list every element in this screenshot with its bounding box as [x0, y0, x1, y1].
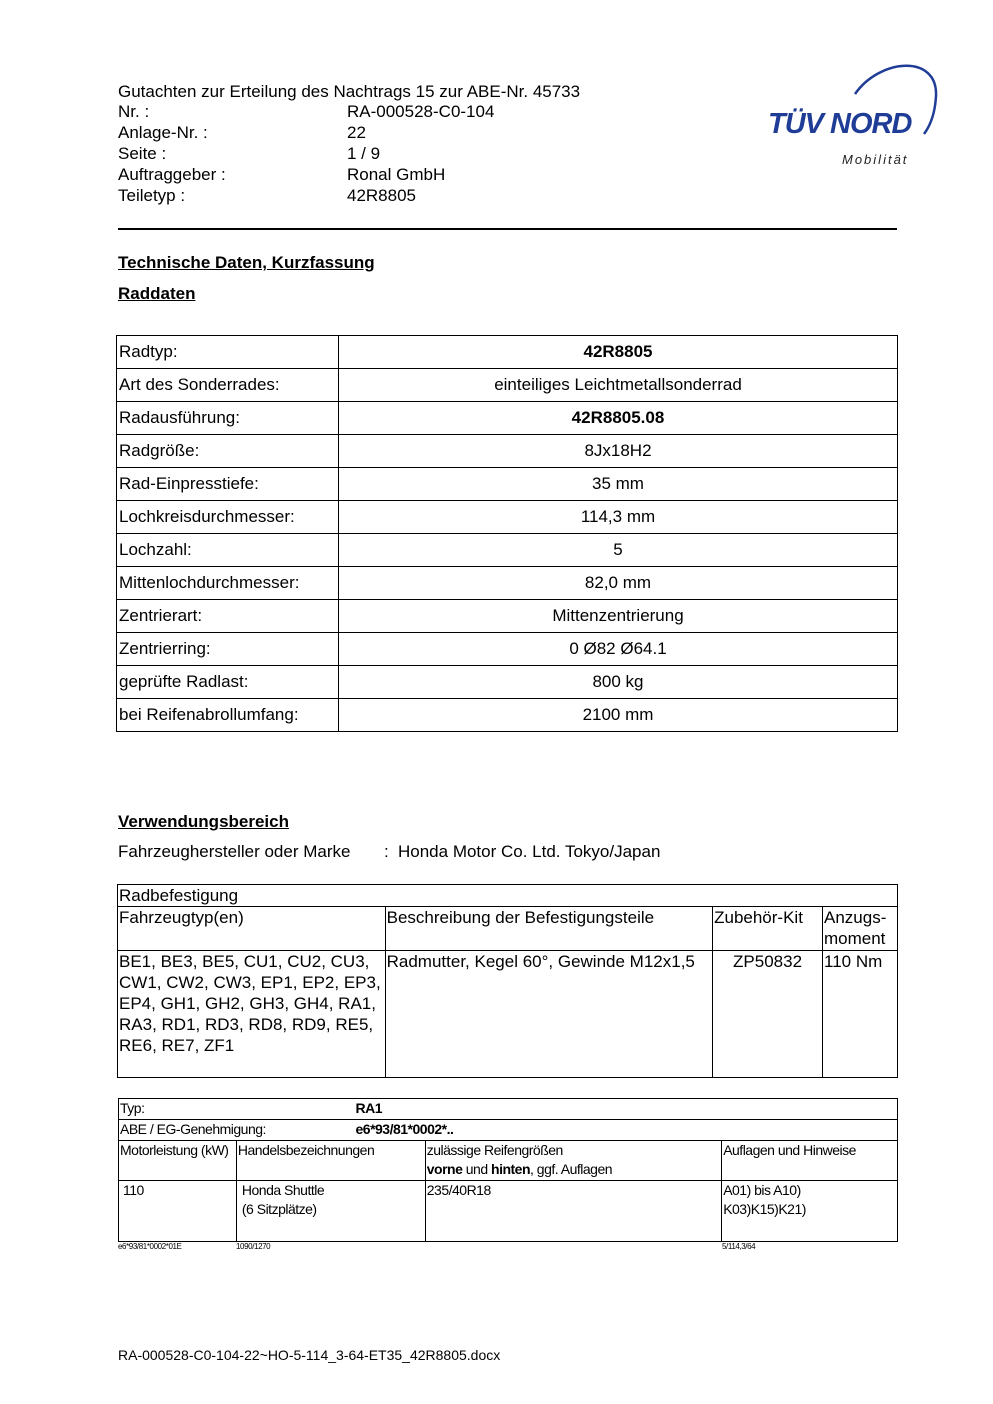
header-row-key: Anlage-Nr. : [118, 123, 208, 142]
col-header-zubehoer-kit: Zubehör-Kit [713, 907, 823, 951]
raddaten-row [117, 666, 898, 699]
col-header-fahrzeugtyp: Fahrzeugtyp(en) [118, 907, 386, 951]
raddaten-row [117, 402, 898, 435]
header-row-key: Seite : [118, 144, 167, 163]
header-row-value: Ronal GmbH [347, 165, 446, 184]
header-row-key: Nr. : [118, 102, 150, 121]
cell-motorleistung: 110 [119, 1181, 237, 1242]
raddaten-value: 0 Ø82 Ø64.1 [339, 633, 898, 666]
section-title-verwendungsbereich: Verwendungsbereich [118, 812, 289, 831]
cell-zubehoer-kit: ZP50832 [713, 951, 823, 1078]
raddaten-label: Art des Sonderrades: [117, 369, 339, 402]
cell-anzugsmoment: 110 Nm [823, 951, 898, 1078]
raddaten-label: Mittenlochdurchmesser: [117, 567, 339, 600]
raddaten-label: Radtyp: [117, 336, 339, 369]
raddaten-value: 42R8805 [339, 336, 898, 369]
radbefestigung-table [117, 884, 898, 1078]
header-divider [118, 228, 897, 230]
header-row-value: 1 / 9 [347, 144, 381, 163]
footnote-approval: e6*93/81*0002*01E [118, 1242, 182, 1251]
col-header-auflagen: Auflagen und Hinweise [722, 1141, 898, 1181]
cell-handelsbezeichnung [236, 1181, 425, 1242]
raddaten-label: geprüfte Radlast: [117, 666, 339, 699]
raddaten-value: 114,3 mm [339, 501, 898, 534]
raddaten-label: Zentrierring: [117, 633, 339, 666]
col-header-handelsbezeichnungen: Handelsbezeichnungen [236, 1141, 425, 1181]
reifen-header-line1: zulässige Reifengrößen [426, 1142, 563, 1158]
raddaten-label: Lochzahl: [117, 534, 339, 567]
hersteller-value: Honda Motor Co. Ltd. Tokyo/Japan [398, 842, 661, 861]
tuv-nord-logo [760, 56, 940, 176]
reifen-header-vorne: vorne [426, 1161, 463, 1177]
logo-subtitle: Mobilität [842, 152, 909, 167]
abe-filler [425, 1120, 897, 1141]
raddaten-row [117, 468, 898, 501]
header-row-key: Auftraggeber : [118, 165, 226, 184]
raddaten-row [117, 600, 898, 633]
abe-label [119, 1120, 454, 1141]
raddaten-row [117, 534, 898, 567]
raddaten-value: 42R8805.08 [339, 402, 898, 435]
raddaten-row [117, 699, 898, 732]
raddaten-value: Mittenzentrierung [339, 600, 898, 633]
raddaten-row [117, 435, 898, 468]
header-row-value: 42R8805 [347, 186, 417, 205]
handel-line1: Honda Shuttle [241, 1182, 325, 1198]
radbefestigung-title: Radbefestigung [118, 885, 898, 907]
reifen-header-rest: , ggf. Auflagen [530, 1161, 613, 1177]
report-title: Gutachten zur Erteilung des Nachtrags 15 zur ABE-Nr. 45733 [118, 82, 581, 101]
section-title-raddaten: Raddaten [118, 284, 196, 303]
section-title-technische-daten: Technische Daten, Kurzfassung [118, 253, 375, 272]
auflagen-line2: K03)K15)K21) [723, 1201, 806, 1217]
raddaten-label: Rad-Einpresstiefe: [117, 468, 339, 501]
typ-table [118, 1098, 898, 1242]
footnote-bolt-pattern: 5/114,3/64 [722, 1242, 756, 1251]
abe-label-text: ABE / EG-Genehmigung: [120, 1121, 266, 1137]
raddaten-value: 8Jx18H2 [339, 435, 898, 468]
raddaten-label: Radausführung: [117, 402, 339, 435]
raddaten-row [117, 336, 898, 369]
raddaten-value: 800 kg [339, 666, 898, 699]
footer-filename: RA-000528-C0-104-22~HO-5-114_3-64-ET35_42R8805.docx [118, 1347, 501, 1363]
header-row-value: RA-000528-C0-104 [347, 102, 495, 121]
raddaten-row [117, 567, 898, 600]
header-row-value: 22 [347, 123, 366, 142]
raddaten-value: 82,0 mm [339, 567, 898, 600]
raddaten-label: Lochkreisdurchmesser: [117, 501, 339, 534]
reifen-header-und: und [462, 1161, 492, 1177]
abe-value: e6*93/81*0002*.. [355, 1121, 454, 1137]
raddaten-label: Radgröße: [117, 435, 339, 468]
cell-reifengroesse: 235/40R18 [425, 1181, 721, 1242]
col-header-reifengroessen [425, 1141, 721, 1181]
typ-label [119, 1099, 426, 1120]
cell-fahrzeugtypen: BE1, BE3, BE5, CU1, CU2, CU3, CW1, CW2, CW3, EP1, EP2, EP3, EP4, GH1, GH2, GH3, GH4, RA1, RA3, RD1, RD3, RD8, RD9, RE5, RE6, RE7, ZF1 [118, 951, 386, 1078]
footnote-weights: 1090/1270 [236, 1242, 271, 1251]
typ-value: RA1 [355, 1100, 383, 1116]
handel-line2: (6 Sitzplätze) [241, 1201, 317, 1217]
cell-beschreibung: Radmutter, Kegel 60°, Gewinde M12x1,5 [385, 951, 712, 1078]
raddaten-row [117, 633, 898, 666]
raddaten-table-body [117, 336, 898, 732]
raddaten-label: Zentrierart: [117, 600, 339, 633]
raddaten-row [117, 369, 898, 402]
typ-label-text: Typ: [120, 1100, 145, 1116]
raddaten-value: 2100 mm [339, 699, 898, 732]
cell-auflagen [722, 1181, 898, 1242]
hersteller-label: Fahrzeughersteller oder Marke [118, 842, 351, 861]
raddaten-value: 35 mm [339, 468, 898, 501]
raddaten-label: bei Reifenabrollumfang: [117, 699, 339, 732]
raddaten-value: 5 [339, 534, 898, 567]
typ-filler [425, 1099, 897, 1120]
col-header-beschreibung: Beschreibung der Befestigungsteile [385, 907, 712, 951]
col-header-motorleistung: Motorleistung (kW) [119, 1141, 237, 1181]
hersteller-separator: : [384, 842, 389, 861]
logo-wordmark: TÜV NORD [768, 108, 912, 140]
raddaten-table [116, 335, 898, 732]
raddaten-value: einteiliges Leichtmetallsonderrad [339, 369, 898, 402]
header-row-key: Teiletyp : [118, 186, 186, 205]
auflagen-line1: A01) bis A10) [723, 1182, 801, 1198]
hersteller-line [118, 842, 661, 862]
col-header-anzugsmoment: Anzugs-moment [823, 907, 898, 951]
raddaten-row [117, 501, 898, 534]
reifen-header-hinten: hinten [491, 1161, 531, 1177]
